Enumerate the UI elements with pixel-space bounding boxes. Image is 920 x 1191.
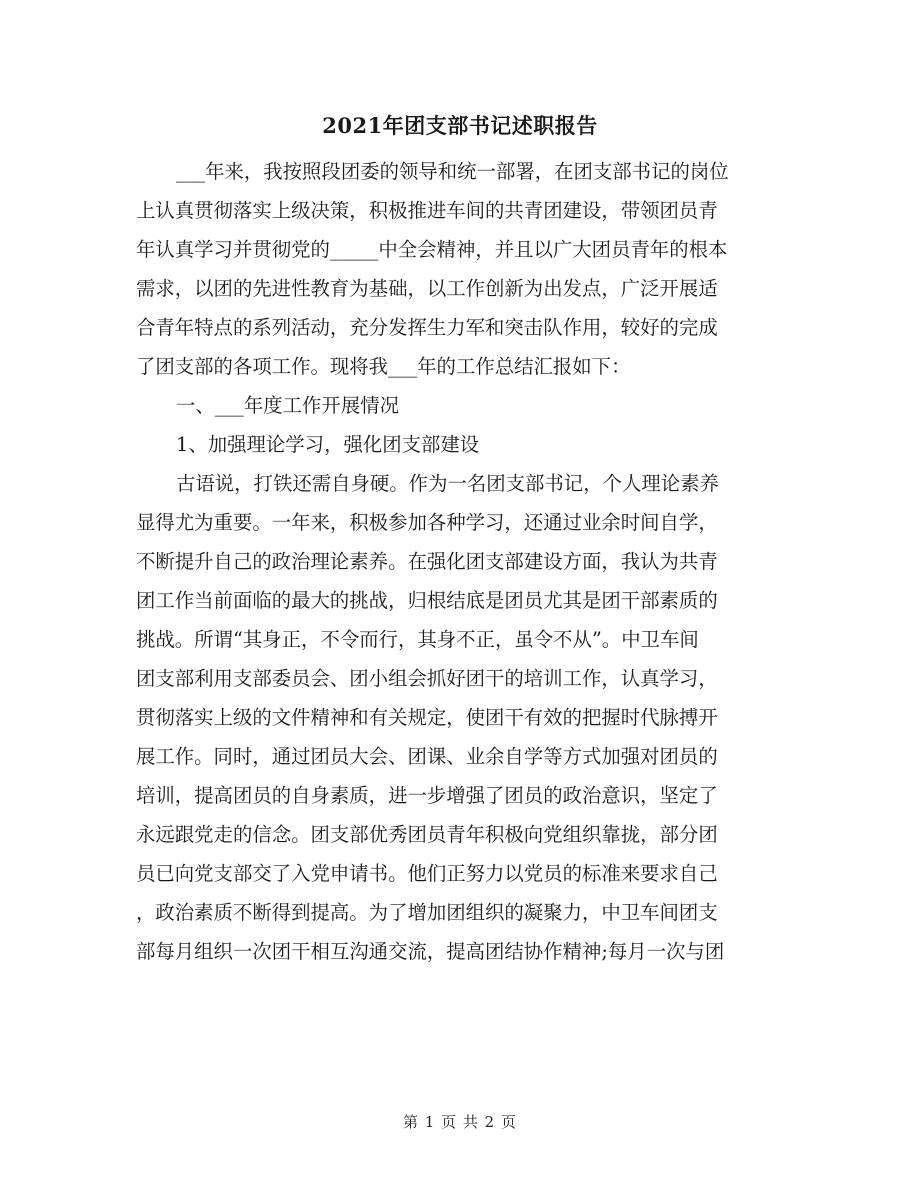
text-line: 显得尤为重要。一年来，积极参加各种学习，还通过业余时间自学， xyxy=(136,511,718,534)
text-line: 团工作当前面临的最大的挑战，归根结底是团员尤其是团干部素质的 xyxy=(136,589,718,612)
text-line: 挑战。所谓“其身正，不令而行，其身不正，虽令不从”。中卫车间 xyxy=(136,628,699,651)
text-line: 一、___年度工作开展情况 xyxy=(176,394,399,417)
document-body xyxy=(136,152,786,971)
page-number: 第 1 页 共 2 页 xyxy=(403,1113,517,1131)
text-line: ，政治素质不断得到提高。为了增加团组织的凝聚力，中卫车间团支 xyxy=(136,901,718,924)
text-line: 团支部利用支部委员会、团小组会抓好团干的培训工作，认真学习， xyxy=(136,667,718,690)
page-title: 2021年团支部书记述职报告 xyxy=(322,113,598,138)
text-line: 不断提升自己的政治理论素养。在强化团支部建设方面，我认为共青 xyxy=(136,550,718,573)
text-line: 员已向党支部交了入党申请书。他们正努力以党员的标准来要求自己 xyxy=(136,862,718,885)
text-line: 年认真学习并贯彻党的_____中全会精神，并且以广大团员青年的根本 xyxy=(136,238,728,261)
text-line: 合青年特点的系列活动，充分发挥生力军和突击队作用，较好的完成 xyxy=(136,316,718,339)
text-line: 古语说，打铁还需自身硬。作为一名团支部书记，个人理论素养 xyxy=(176,472,719,495)
text-line: 培训，提高团员的自身素质，进一步增强了团员的政治意识，坚定了 xyxy=(136,784,718,807)
text-line: 上认真贯彻落实上级决策，积极推进车间的共青团建设，带领团员青 xyxy=(136,199,718,222)
text-line: 贯彻落实上级的文件精神和有关规定，使团干有效的把握时代脉搏开 xyxy=(136,706,718,729)
text-line: 永远跟党走的信念。团支部优秀团员青年积极向党组织靠拢，部分团 xyxy=(136,823,718,846)
text-line: 1、加强理论学习，强化团支部建设 xyxy=(176,433,480,456)
text-line: 需求，以团的先进性教育为基础，以工作创新为出发点，广泛开展适 xyxy=(136,277,718,300)
text-line: 展工作。同时，通过团员大会、团课、业余自学等方式加强对团员的 xyxy=(136,745,718,768)
text-line: 部每月组织一次团干相互沟通交流，提高团结协作精神;每月一次与团 xyxy=(136,940,725,963)
text-line: ___年来，我按照段团委的领导和统一部署，在团支部书记的岗位 xyxy=(176,160,729,183)
text-line: 了团支部的各项工作。现将我___年的工作总结汇报如下： xyxy=(136,355,631,378)
